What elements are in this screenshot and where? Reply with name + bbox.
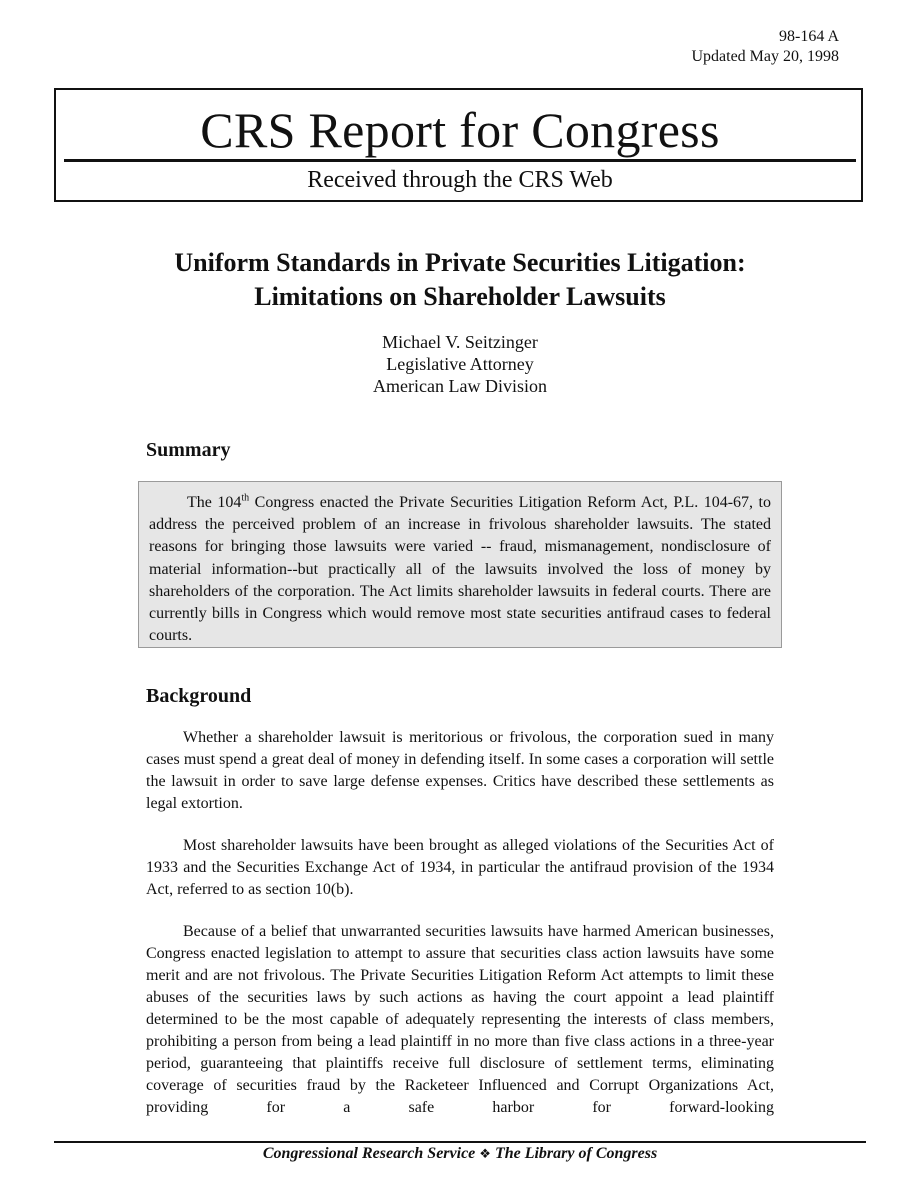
banner-subtitle: Received through the CRS Web bbox=[307, 167, 613, 193]
summary-text bbox=[149, 492, 771, 647]
author-division: American Law Division bbox=[373, 376, 547, 396]
report-number-block bbox=[691, 27, 839, 67]
background-paragraph-3: Because of a belief that unwarranted securities lawsuits have harmed American businesses, Congress enacted legislation to attempt to assure that securities class action lawsuits have some merit and are not frivolous. The Private Securities Litigation Reform Act attempts to limit these abuses of the securities laws by such actions as having the court appoint a lead plaintiff determined to be the most capable of adequately representing the interests of class members, prohibiting a person from being a lead plaintiff in no more than five class actions in a three-year period, guaranteeing that plaintiffs receive full disclosure of settlement terms, eliminating coverage of securities fraud by the Racketeer Influenced and Corrupt Organizations Act, providing for a safe harbor for forward-looking bbox=[146, 923, 774, 1116]
document-title bbox=[130, 246, 790, 314]
author-role: Legislative Attorney bbox=[386, 354, 534, 374]
background-paragraph-1: Whether a shareholder lawsuit is meritorious or frivolous, the corporation sued in many cases must spend a great deal of money in defending itself. In some cases a corporation will settle the lawsuit in order to save large defense expenses. Critics have described these settlements as legal extortion. bbox=[146, 729, 774, 812]
banner-title: CRS Report for Congress bbox=[200, 102, 720, 158]
diamond-separator-icon: ❖ bbox=[479, 1147, 491, 1162]
report-number: 98-164 A bbox=[779, 28, 839, 45]
document-title-line2: Limitations on Shareholder Lawsuits bbox=[254, 282, 666, 311]
author-block bbox=[0, 331, 920, 397]
author-name: Michael V. Seitzinger bbox=[382, 332, 538, 352]
summary-ordinal-suffix: th bbox=[241, 492, 250, 504]
banner-divider bbox=[64, 159, 856, 162]
summary-text-rest: Congress enacted the Private Securities Litigation Reform Act, P.L. 104-67, to address the perceived problem of an increase in frivolous shareholder lawsuits. The stated reasons for bringing those lawsuits were varied -- fraud, mismanagement, nondisclosure of material information--but practically all of the lawsuits involved the loss of money by shareholders of the corporation. The Act limits shareholder lawsuits in federal courts. There are currently bills in Congress which would remove most state securities antifraud cases to federal courts. bbox=[149, 494, 772, 645]
summary-text-start: The 104 bbox=[187, 494, 242, 511]
footer-left: Congressional Research Service bbox=[262, 1145, 476, 1162]
background-body bbox=[146, 727, 774, 1139]
summary-box bbox=[138, 481, 782, 648]
footer bbox=[0, 1143, 920, 1166]
updated-date: Updated May 20, 1998 bbox=[691, 48, 839, 65]
document-title-line1: Uniform Standards in Private Securities Litigation: bbox=[174, 248, 746, 277]
background-heading: Background bbox=[146, 685, 252, 707]
background-paragraph-2: Most shareholder lawsuits have been brought as alleged violations of the Securities Act of 1933 and the Securities Exchange Act of 1934, in particular the antifraud provision of the 1934 Act, referred to as section 10(b). bbox=[146, 837, 774, 898]
footer-right: The Library of Congress bbox=[494, 1145, 658, 1162]
summary-heading: Summary bbox=[146, 439, 231, 461]
